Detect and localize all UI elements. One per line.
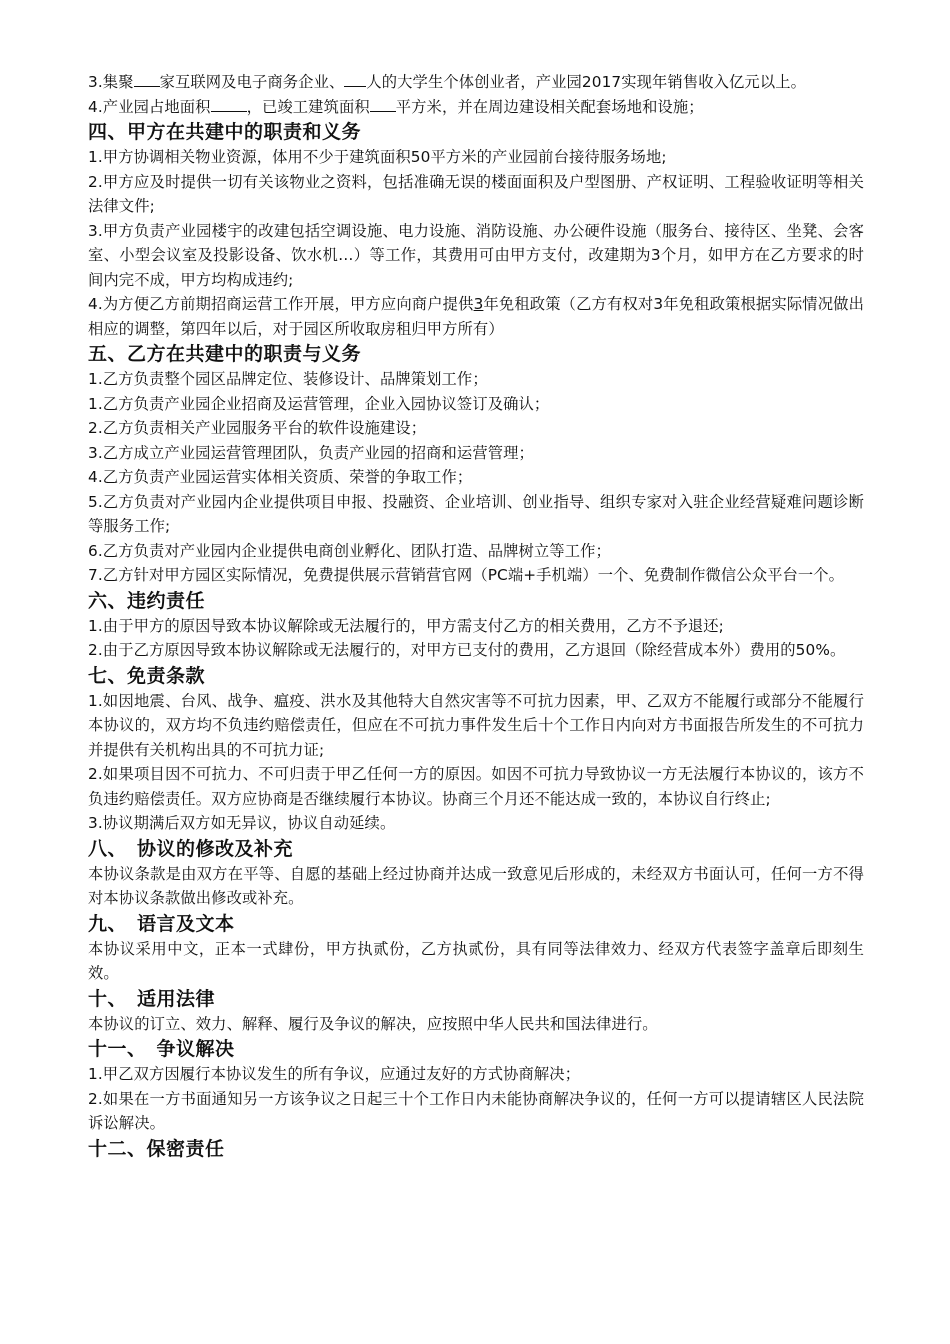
clause: 1.如因地震、台风、战争、瘟疫、洪水及其他特大自然灾害等不可抗力因素，甲、乙双方不能履行或部分不能履行本协议的，双方均不负违约赔偿责任，但应在不可抗力事件发生后十个工作日内向对方书面报告所发生的不可抗力并提供有关机构出具的不可抗力证; [88, 691, 864, 759]
section-heading: 九、 语言及文本 [88, 912, 235, 935]
clause: 本协议条款是由双方在平等、自愿的基础上经过协商并达成一致意见后形成的，未经双方书面认可，任何一方不得对本协议条款做出修改或补充。 [88, 864, 864, 907]
clause: 本协议采用中文，正本一式肆份，甲方执贰份，乙方执贰份，具有同等法律效力、经双方代表签字盖章后即刻生效。 [88, 939, 864, 982]
clause: 4.乙方负责产业园运营实体相关资质、荣誉的争取工作； [88, 468, 473, 486]
clause: 2.由于乙方原因导致本协议解除或无法履行的，对甲方已支付的费用，乙方退回（除经营成本外）费用的50%。 [88, 641, 846, 659]
section-heading: 十一、 争议解决 [88, 1038, 235, 1060]
blank-field [211, 97, 247, 112]
blank-field [370, 97, 396, 112]
clause: 1.甲方协调相关物业资源，体用不少于建筑面积50平方米的产业园前台接待服务场地; [88, 148, 667, 166]
clause: 1.乙方负责整个园区品牌定位、装修设计、品牌策划工作； [88, 370, 488, 388]
section-heading: 四、甲方在共建中的职责和义务 [88, 121, 362, 143]
clause: 3.甲方负责产业园楼宇的改建包括空调设施、电力设施、消防设施、办公硬件设施（服务台、接待区、坐凳、会客室、小型会议室及投影设备、饮水机…）等工作，其费用可由甲方支付，改建期为3个月，如甲方在乙方要求的时间内完不成，甲方均构成违约; [88, 221, 864, 289]
section-heading: 十、 适用法律 [88, 987, 216, 1010]
clause: 5.乙方负责对产业园内企业提供项目申报、投融资、企业培训、创业指导、组织专家对入驻企业经营疑难问题诊断等服务工作; [88, 492, 864, 535]
clause: 2.甲方应及时提供一切有关该物业之资料，包括准确无误的楼面面积及户型图册、产权证明、工程验收证明等相关法律文件; [88, 172, 864, 215]
clause: 2.乙方负责相关产业园服务平台的软件设施建设； [88, 419, 427, 437]
clause: 本协议的订立、效力、解释、履行及争议的解决，应按照中华人民共和国法律进行。 [88, 1014, 658, 1033]
blank-field [344, 72, 366, 87]
section-heading: 七、免责条款 [88, 664, 206, 687]
clause-intro-3: 3.集聚 家互联网及电子商务企业、 人的大学生个体创业者，产业园2017实现年销售收入亿元以上。 [88, 73, 807, 91]
clause: 3.协议期满后双方如无异议，协议自动延续。 [88, 814, 396, 832]
clause: 1.甲乙双方因履行本协议发生的所有争议，应通过友好的方式协商解决； [88, 1065, 581, 1083]
section-heading: 十二、保密责任 [88, 1137, 225, 1160]
clause: 4.为方便乙方前期招商运营工作开展，甲方应向商户提供3年免租政策（乙方有权对3年免租政策根据实际情况做出相应的调整，第四年以后，对于园区所收取房租归甲方所有） [88, 295, 864, 338]
clause: 1.乙方负责产业园企业招商及运营管理，企业入园协议签订及确认； [88, 394, 550, 413]
clause: 6.乙方负责对产业园内企业提供电商创业孵化、团队打造、品牌树立等工作； [88, 541, 611, 560]
clause-intro-4: 4.产业园占地面积 ，已竣工建筑面积 平方米，并在周边建设相关配套场地和设施； [88, 97, 704, 116]
clause: 2.如果在一方书面通知另一方该争议之日起三十个工作日内未能协商解决争议的，任何一方可以提请辖区人民法院诉讼解决。 [88, 1089, 864, 1132]
section-heading: 五、乙方在共建中的职责与义务 [88, 343, 362, 365]
clause: 2.如果项目因不可抗力、不可归责于甲乙任何一方的原因。如因不可抗力导致协议一方无法履行本协议的，该方不负违约赔偿责任。双方应协商是否继续履行本协议。协商三个月还不能达成一致的，本协议自行终止; [88, 765, 864, 808]
underlined-number: 3 [473, 295, 484, 313]
section-heading: 六、违约责任 [88, 589, 206, 612]
blank-field [134, 72, 160, 87]
clause: 3.乙方成立产业园运营管理团队，负责产业园的招商和运营管理； [88, 443, 534, 462]
clause: 1.由于甲方的原因导致本协议解除或无法履行的，甲方需支付乙方的相关费用，乙方不予退还; [88, 616, 724, 635]
section-heading: 八、 协议的修改及补充 [88, 837, 294, 860]
clause: 7.乙方针对甲方园区实际情况，免费提供展示营销营官网（PC端+手机端）一个、免费制作微信公众平台一个。 [88, 566, 845, 584]
